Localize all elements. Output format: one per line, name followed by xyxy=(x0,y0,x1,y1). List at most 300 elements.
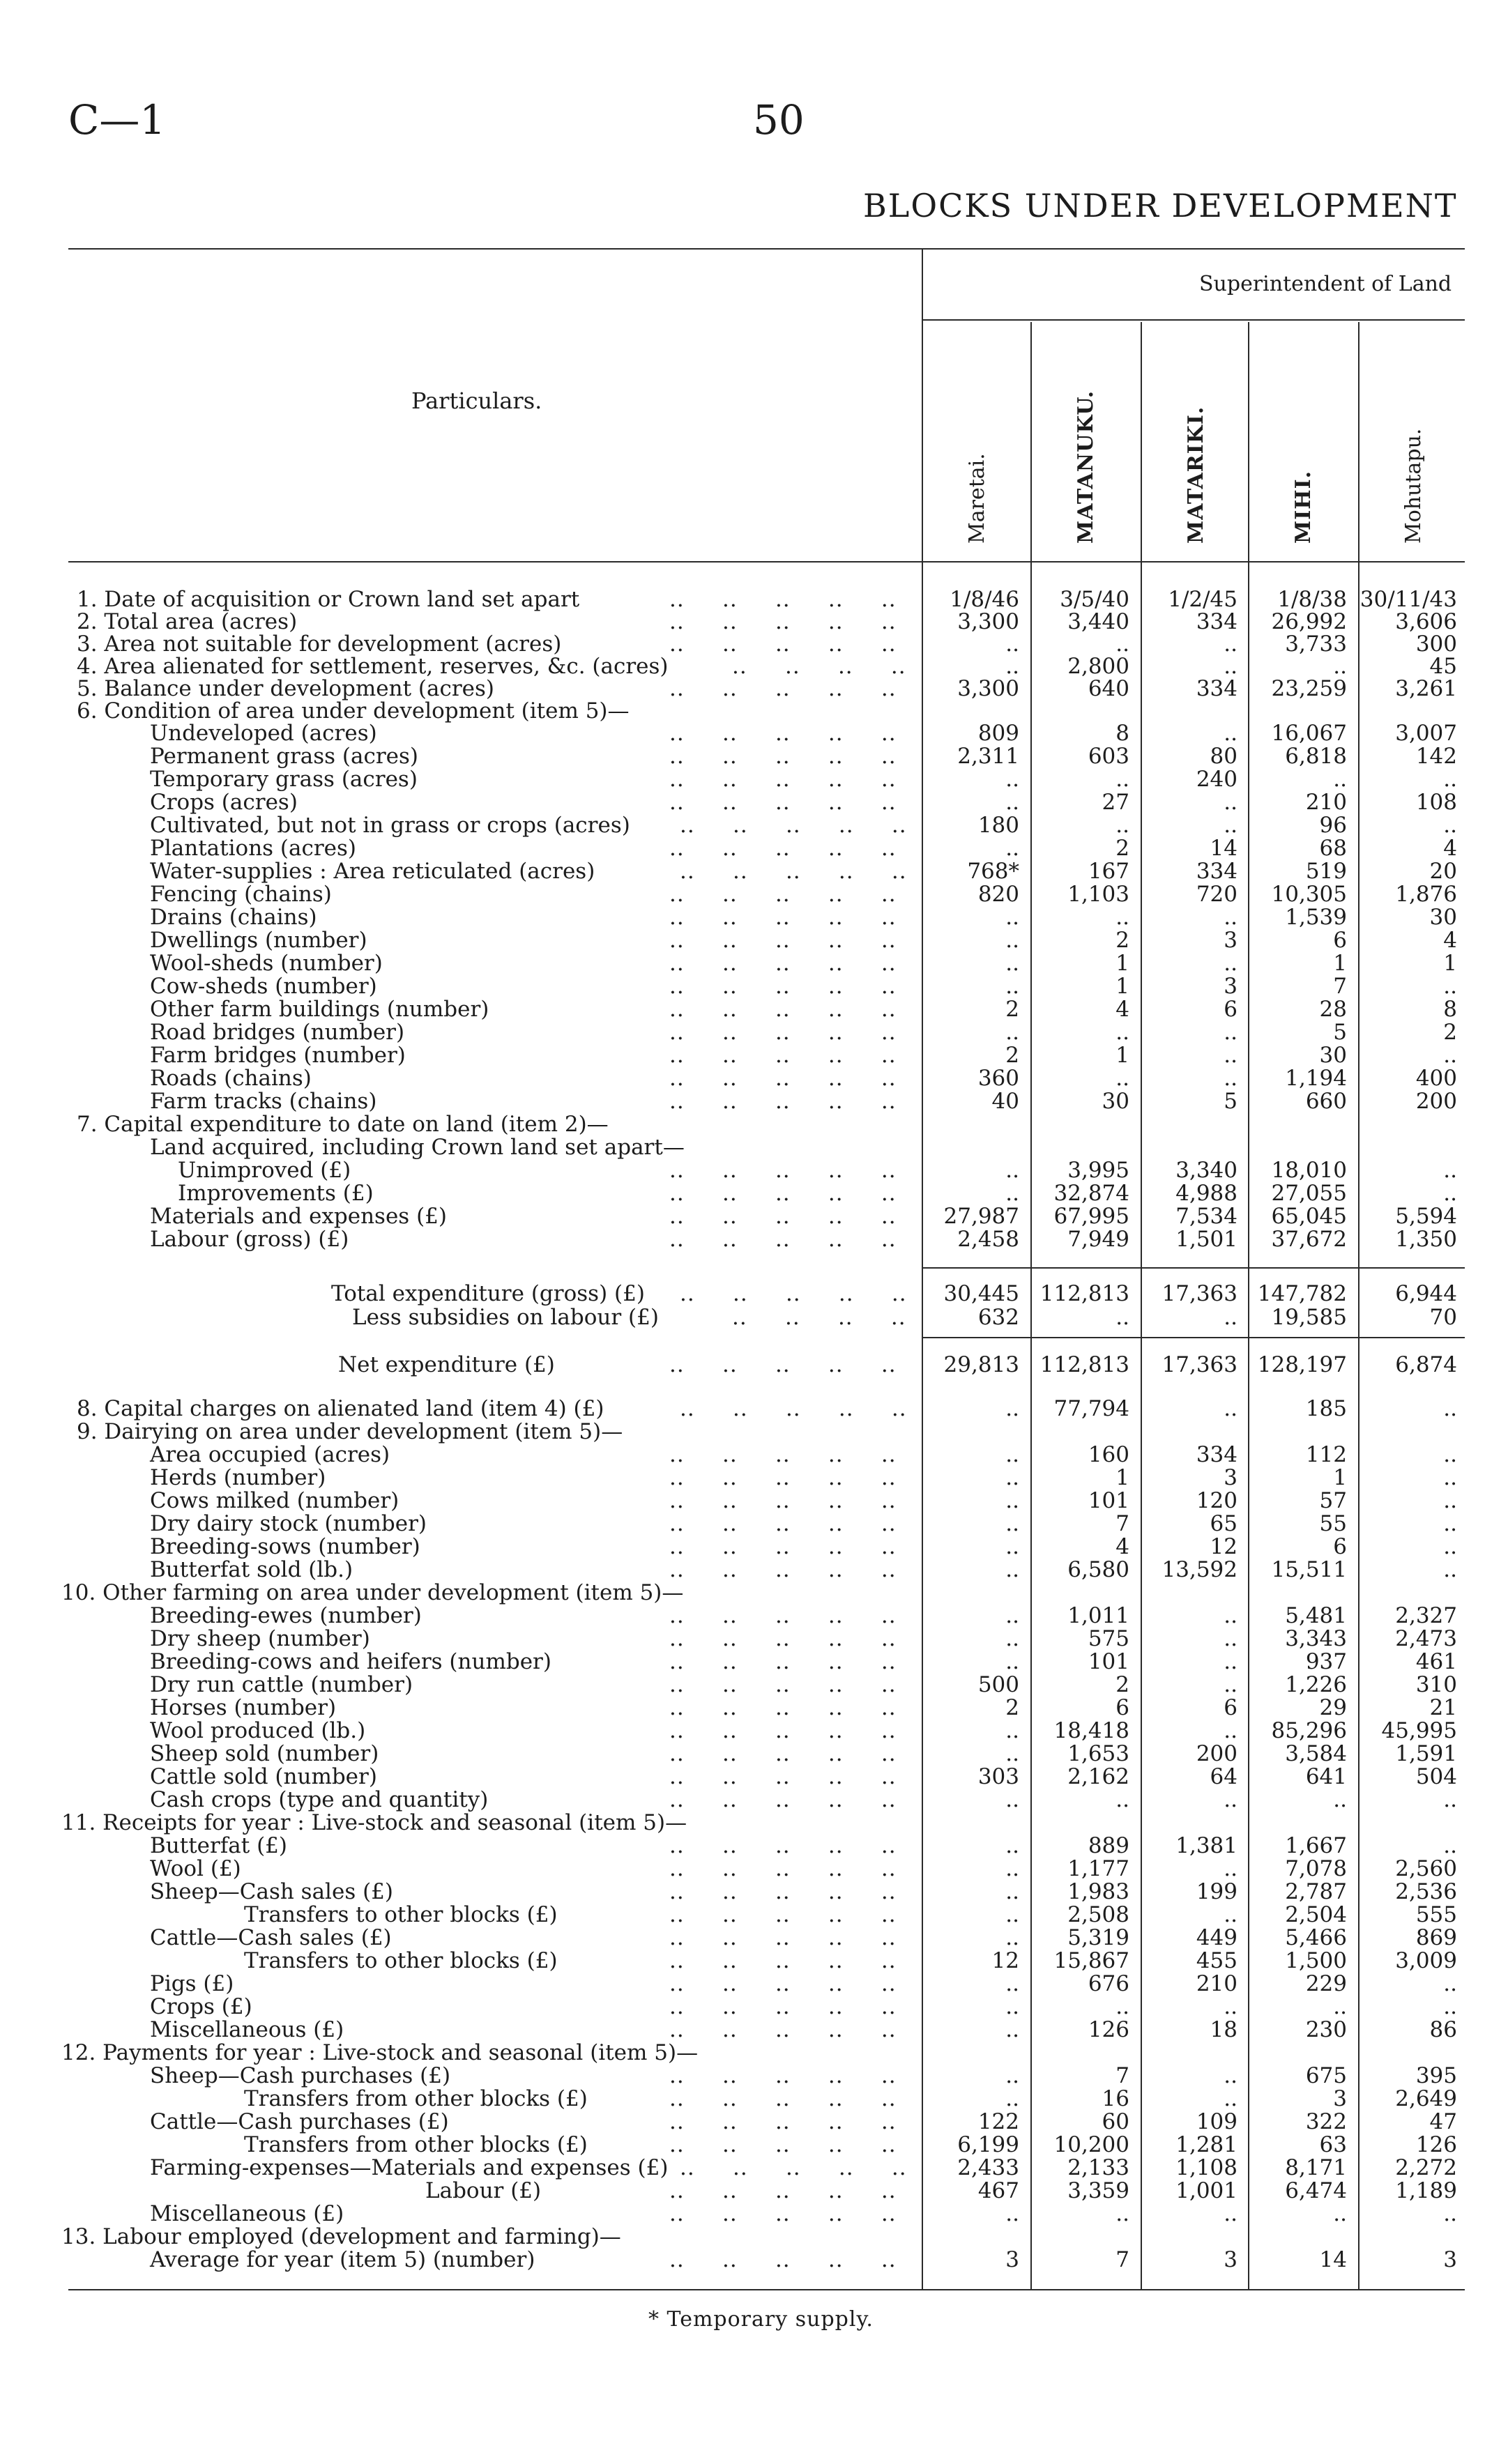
table-cell: .. xyxy=(1224,1603,1237,1628)
table-cell: 2,800 xyxy=(1067,654,1129,679)
table-cell: .. xyxy=(1443,1534,1457,1559)
table-cell: .. xyxy=(1005,1534,1019,1559)
table-cell: .. xyxy=(1115,1305,1129,1330)
table-cell: 7,078 xyxy=(1285,1856,1347,1881)
table-cell: .. xyxy=(1005,1181,1019,1206)
leader-dots: .. .. .. .. .. xyxy=(669,1020,897,1045)
leader-dots: .. .. .. .. .. xyxy=(669,1043,897,1068)
column-header-maretai: Maretai. xyxy=(965,453,989,544)
table-cell: 1 xyxy=(1115,1043,1129,1068)
table-cell: 1,103 xyxy=(1067,882,1129,907)
table-cell: 334 xyxy=(1196,1442,1237,1467)
leader-dots: .. .. .. .. .. xyxy=(669,1695,897,1720)
table-cell: .. xyxy=(1443,1833,1457,1858)
leader-dots: .. .. .. .. .. xyxy=(669,1204,897,1229)
table-cell: .. xyxy=(1443,1488,1457,1513)
leader-dots: .. .. .. .. .. xyxy=(669,609,897,634)
table-cell: 77,794 xyxy=(1053,1396,1129,1421)
table-cell: 40 xyxy=(991,1089,1019,1114)
table-cell: 3 xyxy=(1005,2247,1019,2272)
leader-dots: .. .. .. .. xyxy=(732,654,906,679)
row-label: Fencing (chains) xyxy=(150,882,332,907)
table-cell: 2,508 xyxy=(1067,1902,1129,1927)
row-label: Net expenditure (£) xyxy=(338,1352,555,1377)
table-cell: 3 xyxy=(1443,2247,1457,2272)
table-cell: 2,133 xyxy=(1067,2155,1129,2180)
table-cell: .. xyxy=(1224,1043,1237,1068)
row-label: 12. Payments for year : Live-stock and seasonal (item 5)— xyxy=(61,2040,699,2065)
table-cell: .. xyxy=(1005,1488,1019,1513)
leader-dots: .. .. .. .. .. xyxy=(669,1718,897,1743)
row-label: Sheep sold (number) xyxy=(150,1741,379,1766)
table-cell: 6 xyxy=(1224,997,1237,1022)
table-cell: .. xyxy=(1443,1158,1457,1183)
row-label: 2. Total area (acres) xyxy=(77,609,298,634)
table-cell: 1,501 xyxy=(1175,1227,1237,1252)
table-cell: 3 xyxy=(1224,1465,1237,1490)
table-cell: 5,594 xyxy=(1395,1204,1457,1229)
row-label: Dwellings (number) xyxy=(150,928,367,953)
table-cell: 3,009 xyxy=(1395,1948,1457,1973)
table-cell: .. xyxy=(1333,1994,1347,2019)
table-cell: 3,300 xyxy=(957,609,1019,634)
table-cell: 2 xyxy=(1005,1043,1019,1068)
table-cell: 2,536 xyxy=(1395,1879,1457,1904)
table-cell: .. xyxy=(1005,1925,1019,1950)
table-cell: 109 xyxy=(1196,2109,1237,2134)
table-cell: .. xyxy=(1115,767,1129,792)
leader-dots: .. .. .. .. .. xyxy=(669,632,897,657)
table-cell: 70 xyxy=(1429,1305,1457,1330)
table-cell: 112 xyxy=(1305,1442,1347,1467)
row-label: Horses (number) xyxy=(150,1695,337,1720)
table-cell: .. xyxy=(1115,1994,1129,2019)
leader-dots: .. .. .. .. .. xyxy=(669,1442,897,1467)
row-label: Water-supplies : Area reticulated (acres) xyxy=(150,859,595,884)
row-label: Pigs (£) xyxy=(150,1971,234,1996)
row-label: Transfers from other blocks (£) xyxy=(244,2132,588,2157)
row-label: Drains (chains) xyxy=(150,905,317,930)
table-cell: .. xyxy=(1005,836,1019,861)
table-cell: 63 xyxy=(1319,2132,1347,2157)
table-cell: .. xyxy=(1005,951,1019,976)
table-cell: .. xyxy=(1115,1020,1129,1045)
table-cell: .. xyxy=(1005,1879,1019,1904)
table-cell: 4,988 xyxy=(1175,1181,1237,1206)
table-cell: 15,867 xyxy=(1053,1948,1129,1973)
row-label: Miscellaneous (£) xyxy=(150,2201,344,2226)
row-label: 13. Labour employed (development and farming)— xyxy=(61,2224,621,2249)
table-cell: 1 xyxy=(1333,1465,1347,1490)
row-label: 10. Other farming on area under development (item 5)— xyxy=(61,1580,684,1605)
table-cell: .. xyxy=(1005,790,1019,815)
column-divider xyxy=(1141,322,1142,2289)
table-cell: 555 xyxy=(1415,1902,1457,1927)
table-cell: 1,108 xyxy=(1175,2155,1237,2180)
table-cell: .. xyxy=(1005,1511,1019,1536)
table-cell: 180 xyxy=(977,813,1019,838)
leader-dots: .. .. .. .. .. xyxy=(669,1181,897,1206)
table-cell: 14 xyxy=(1319,2247,1347,2272)
table-cell: 26,992 xyxy=(1271,609,1347,634)
row-label: Cultivated, but not in grass or crops (acres) xyxy=(150,813,630,838)
table-cell: 30 xyxy=(1429,905,1457,930)
table-cell: 2 xyxy=(1005,1695,1019,1720)
row-label: Butterfat (£) xyxy=(150,1833,288,1858)
table-cell: .. xyxy=(1224,1672,1237,1697)
table-cell: 1 xyxy=(1115,974,1129,999)
table-cell: .. xyxy=(1224,951,1237,976)
table-cell: 80 xyxy=(1210,744,1237,769)
table-cell: .. xyxy=(1443,1181,1457,1206)
table-cell: 12 xyxy=(1210,1534,1237,1559)
leader-dots: .. .. .. .. .. xyxy=(669,836,897,861)
table-cell: 461 xyxy=(1415,1649,1457,1674)
table-cell: 300 xyxy=(1415,632,1457,657)
table-cell: 1,500 xyxy=(1285,1948,1347,1973)
table-cell: 30,445 xyxy=(943,1281,1019,1306)
table-cell: 229 xyxy=(1305,1971,1347,1996)
table-cell: .. xyxy=(1005,974,1019,999)
column-divider xyxy=(1248,322,1249,2289)
table-cell: 1 xyxy=(1443,951,1457,976)
table-cell: 112,813 xyxy=(1039,1281,1129,1306)
table-cell: 4 xyxy=(1443,928,1457,953)
table-cell: 2,504 xyxy=(1285,1902,1347,1927)
leader-dots: .. .. .. .. .. xyxy=(669,1626,897,1651)
table-cell: 3,261 xyxy=(1395,676,1457,701)
table-cell: 45 xyxy=(1429,654,1457,679)
leader-dots: .. .. .. .. .. xyxy=(669,1925,897,1950)
table-cell: 1 xyxy=(1115,951,1129,976)
leader-dots: .. .. .. .. .. xyxy=(669,2086,897,2111)
table-cell: 200 xyxy=(1196,1741,1237,1766)
net-rule xyxy=(922,1337,1465,1338)
row-label: 7. Capital expenditure to date on land (item 2)— xyxy=(77,1112,609,1137)
table-cell: 1,189 xyxy=(1395,2178,1457,2203)
row-label: Wool-sheds (number) xyxy=(150,951,383,976)
table-cell: .. xyxy=(1443,1511,1457,1536)
table-cell: .. xyxy=(1115,905,1129,930)
bottom-rule xyxy=(68,2289,1465,2290)
table-cell: .. xyxy=(1005,1158,1019,1183)
row-label: Butterfat sold (lb.) xyxy=(150,1557,353,1582)
table-cell: 210 xyxy=(1305,790,1347,815)
table-cell: 21 xyxy=(1429,1695,1457,1720)
table-cell: .. xyxy=(1005,1994,1019,2019)
table-cell: 869 xyxy=(1415,1925,1457,1950)
table-cell: 167 xyxy=(1088,859,1129,884)
leader-dots: .. .. .. .. .. xyxy=(669,1534,897,1559)
table-cell: 126 xyxy=(1415,2132,1457,2157)
leader-dots: .. .. .. .. .. xyxy=(669,2017,897,2042)
table-cell: 1,667 xyxy=(1285,1833,1347,1858)
table-cell: 603 xyxy=(1088,744,1129,769)
table-cell: 2 xyxy=(1115,928,1129,953)
row-label: 11. Receipts for year : Live-stock and seasonal (item 5)— xyxy=(61,1810,687,1835)
table-cell: 18,010 xyxy=(1271,1158,1347,1183)
table-cell: .. xyxy=(1005,1626,1019,1651)
table-cell: 2 xyxy=(1115,836,1129,861)
table-cell: .. xyxy=(1005,928,1019,953)
table-cell: 17,363 xyxy=(1162,1281,1237,1306)
table-cell: 112,813 xyxy=(1039,1352,1129,1377)
table-cell: 467 xyxy=(977,2178,1019,2203)
table-cell: .. xyxy=(1333,1787,1347,1812)
table-cell: 641 xyxy=(1305,1764,1347,1789)
table-cell: 15,511 xyxy=(1271,1557,1347,1582)
table-cell: 3,007 xyxy=(1395,721,1457,746)
table-cell: 7 xyxy=(1115,2063,1129,2088)
table-cell: 2,272 xyxy=(1395,2155,1457,2180)
table-cell: 2,473 xyxy=(1395,1626,1457,1651)
row-label: Wool produced (lb.) xyxy=(150,1718,366,1743)
table-cell: 3,440 xyxy=(1067,609,1129,634)
table-cell: 2,458 xyxy=(957,1227,1019,1252)
table-cell: .. xyxy=(1005,767,1019,792)
table-cell: 3,733 xyxy=(1285,632,1347,657)
superintendent-rule xyxy=(922,319,1465,321)
table-cell: .. xyxy=(1224,1396,1237,1421)
table-cell: 1,194 xyxy=(1285,1066,1347,1091)
table-cell: .. xyxy=(1005,1465,1019,1490)
table-cell: .. xyxy=(1005,905,1019,930)
table-cell: 27 xyxy=(1102,790,1129,815)
table-cell: .. xyxy=(1224,1902,1237,1927)
row-label: Plantations (acres) xyxy=(150,836,357,861)
table-cell: 199 xyxy=(1196,1879,1237,1904)
row-label: 4. Area alienated for settlement, reserves, &c. (acres) xyxy=(77,654,669,679)
leader-dots: .. .. .. .. .. xyxy=(680,1396,907,1421)
leader-dots: .. .. .. .. .. xyxy=(669,676,897,701)
row-label: Cattle—Cash sales (£) xyxy=(150,1925,392,1950)
leader-dots: .. .. .. .. .. xyxy=(669,1948,897,1973)
table-cell: .. xyxy=(1443,767,1457,792)
table-cell: 65 xyxy=(1210,1511,1237,1536)
table-cell: 28 xyxy=(1319,997,1347,1022)
table-cell: .. xyxy=(1443,1442,1457,1467)
table-cell: 3 xyxy=(1224,2247,1237,2272)
leader-dots: .. .. .. .. .. xyxy=(669,928,897,953)
column-divider xyxy=(1358,322,1360,2289)
table-cell: .. xyxy=(1224,2063,1237,2088)
table-cell: 1/8/46 xyxy=(950,587,1019,612)
row-label: Less subsidies on labour (£) xyxy=(352,1305,659,1330)
table-cell: 3 xyxy=(1333,2086,1347,2111)
table-cell: 660 xyxy=(1305,1089,1347,1114)
table-cell: 64 xyxy=(1210,1764,1237,1789)
table-cell: 8,171 xyxy=(1285,2155,1347,2180)
leader-dots: .. .. .. .. .. xyxy=(669,1066,897,1091)
table-cell: 6,474 xyxy=(1285,2178,1347,2203)
table-cell: 55 xyxy=(1319,1511,1347,1536)
table-cell: 7,949 xyxy=(1067,1227,1129,1252)
table-cell: 1 xyxy=(1115,1465,1129,1490)
table-cell: .. xyxy=(1224,721,1237,746)
row-label: Materials and expenses (£) xyxy=(150,1204,447,1229)
table-cell: 240 xyxy=(1196,767,1237,792)
table-cell: .. xyxy=(1005,1020,1019,1045)
row-label: Dry run cattle (number) xyxy=(150,1672,413,1697)
table-cell: 2,787 xyxy=(1285,1879,1347,1904)
leader-dots: .. .. .. .. .. xyxy=(680,1281,907,1306)
table-cell: 30 xyxy=(1319,1043,1347,1068)
table-cell: 7 xyxy=(1115,2247,1129,2272)
leader-dots: .. .. .. .. .. xyxy=(669,974,897,999)
table-cell: .. xyxy=(1005,1833,1019,1858)
row-label: Permanent grass (acres) xyxy=(150,744,419,769)
column-divider xyxy=(922,248,923,2289)
table-cell: 809 xyxy=(977,721,1019,746)
table-cell: 101 xyxy=(1088,1649,1129,1674)
row-label: Average for year (item 5) (number) xyxy=(150,2247,535,2272)
table-cell: 3,995 xyxy=(1067,1158,1129,1183)
table-cell: 768* xyxy=(967,859,1019,884)
leader-dots: .. .. .. .. .. xyxy=(669,744,897,769)
row-label: Total expenditure (gross) (£) xyxy=(331,1281,645,1306)
table-cell: 2,560 xyxy=(1395,1856,1457,1881)
table-cell: 2,162 xyxy=(1067,1764,1129,1789)
table-cell: 334 xyxy=(1196,676,1237,701)
table-cell: 23,259 xyxy=(1271,676,1347,701)
table-cell: 45,995 xyxy=(1381,1718,1457,1743)
leader-dots: .. .. .. .. .. xyxy=(669,587,897,612)
table-cell: 32,874 xyxy=(1053,1181,1129,1206)
table-cell: .. xyxy=(1443,1557,1457,1582)
leader-dots: .. .. .. .. .. xyxy=(680,813,907,838)
table-cell: 1,591 xyxy=(1395,1741,1457,1766)
table-cell: .. xyxy=(1005,1902,1019,1927)
table-cell: .. xyxy=(1224,1305,1237,1330)
table-cell: 10,200 xyxy=(1053,2132,1129,2157)
row-label: Breeding-sows (number) xyxy=(150,1534,420,1559)
table-cell: 5,319 xyxy=(1067,1925,1129,1950)
table-cell: 2 xyxy=(1115,1672,1129,1697)
table-cell: 6,818 xyxy=(1285,744,1347,769)
table-cell: .. xyxy=(1005,2063,1019,2088)
table-cell: 2,433 xyxy=(957,2155,1019,2180)
table-cell: 185 xyxy=(1305,1396,1347,1421)
table-cell: 14 xyxy=(1210,836,1237,861)
row-label: Cow-sheds (number) xyxy=(150,974,377,999)
table-cell: .. xyxy=(1333,767,1347,792)
leader-dots: .. .. .. .. .. xyxy=(669,1557,897,1582)
leader-dots: .. .. .. .. .. xyxy=(669,2109,897,2134)
table-cell: 3,300 xyxy=(957,676,1019,701)
table-cell: 122 xyxy=(977,2109,1019,2134)
table-cell: 632 xyxy=(977,1305,1019,1330)
table-cell: 449 xyxy=(1196,1925,1237,1950)
table-cell: .. xyxy=(1224,813,1237,838)
table-cell: .. xyxy=(1224,632,1237,657)
leader-dots: .. .. .. .. .. xyxy=(669,951,897,976)
particulars-header: Particulars. xyxy=(411,388,542,414)
table-cell: 3 xyxy=(1224,974,1237,999)
table-cell: .. xyxy=(1224,790,1237,815)
table-cell: .. xyxy=(1224,1020,1237,1045)
row-label: Unimproved (£) xyxy=(178,1158,351,1183)
leader-dots: .. .. .. .. .. xyxy=(669,1879,897,1904)
leader-dots: .. .. .. .. .. xyxy=(669,2178,897,2203)
table-cell: 12 xyxy=(991,1948,1019,1973)
table-cell: 1,381 xyxy=(1175,1833,1237,1858)
table-cell: 230 xyxy=(1305,2017,1347,2042)
table-cell: 3/5/40 xyxy=(1060,587,1129,612)
table-cell: .. xyxy=(1224,1066,1237,1091)
table-cell: .. xyxy=(1005,632,1019,657)
table-cell: 120 xyxy=(1196,1488,1237,1513)
leader-dots: .. .. .. .. .. xyxy=(669,1649,897,1674)
table-cell: 8 xyxy=(1443,997,1457,1022)
row-label: Labour (£) xyxy=(425,2178,542,2203)
table-cell: .. xyxy=(1443,2201,1457,2226)
table-cell: .. xyxy=(1005,1557,1019,1582)
leader-dots: .. .. .. .. .. xyxy=(669,997,897,1022)
row-label: Herds (number) xyxy=(150,1465,326,1490)
leader-dots: .. .. .. .. .. xyxy=(669,1227,897,1252)
row-label: Transfers to other blocks (£) xyxy=(244,1902,558,1927)
table-cell: 29,813 xyxy=(943,1352,1019,1377)
table-cell: 676 xyxy=(1088,1971,1129,1996)
table-cell: 19,585 xyxy=(1271,1305,1347,1330)
leader-dots: .. .. .. .. .. xyxy=(669,1833,897,1858)
page-number: 50 xyxy=(753,96,805,144)
leader-dots: .. .. .. .. .. xyxy=(680,859,907,884)
table-cell: 519 xyxy=(1305,859,1347,884)
leader-dots: .. .. .. .. .. xyxy=(669,1672,897,1697)
leader-dots: .. .. .. .. .. xyxy=(669,882,897,907)
row-label: Land acquired, including Crown land set apart— xyxy=(150,1135,685,1160)
table-cell: 1,876 xyxy=(1395,882,1457,907)
table-cell: 3,359 xyxy=(1067,2178,1129,2203)
leader-dots: .. .. .. .. .. xyxy=(669,1994,897,2019)
table-cell: .. xyxy=(1443,1971,1457,1996)
row-label: Improvements (£) xyxy=(178,1181,374,1206)
leader-dots: .. .. .. .. .. xyxy=(669,1856,897,1881)
leader-dots: .. .. .. .. .. xyxy=(669,905,897,930)
table-cell: .. xyxy=(1224,1856,1237,1881)
column-header-mihi: MIHI. xyxy=(1291,470,1316,544)
row-label: Labour (gross) (£) xyxy=(150,1227,349,1252)
table-cell: .. xyxy=(1224,1626,1237,1651)
table-cell: .. xyxy=(1005,1396,1019,1421)
table-cell: 108 xyxy=(1415,790,1457,815)
row-label: Wool (£) xyxy=(150,1856,241,1881)
table-cell: 200 xyxy=(1415,1089,1457,1114)
row-label: Temporary grass (acres) xyxy=(150,767,418,792)
column-header-matariki: MATARIKI. xyxy=(1184,406,1208,544)
table-cell: .. xyxy=(1005,1718,1019,1743)
table-cell: 6 xyxy=(1333,928,1347,953)
leader-dots: .. .. .. .. .. xyxy=(669,1352,897,1377)
table-cell: .. xyxy=(1224,654,1237,679)
row-label: Cows milked (number) xyxy=(150,1488,399,1513)
leader-dots: .. .. .. .. .. xyxy=(669,1741,897,1766)
row-label: Roads (chains) xyxy=(150,1066,312,1091)
row-label: Area occupied (acres) xyxy=(150,1442,390,1467)
row-label: 8. Capital charges on alienated land (item 4) (£) xyxy=(77,1396,604,1421)
table-cell: 3,606 xyxy=(1395,609,1457,634)
row-label: Other farm buildings (number) xyxy=(150,997,489,1022)
table-cell: .. xyxy=(1224,1718,1237,1743)
row-label: 1. Date of acquisition or Crown land set apart xyxy=(77,587,580,612)
table-cell: 17,363 xyxy=(1162,1352,1237,1377)
table-cell: 30 xyxy=(1102,1089,1129,1114)
table-cell: 1,983 xyxy=(1067,1879,1129,1904)
table-cell: .. xyxy=(1005,1649,1019,1674)
table-cell: 7 xyxy=(1115,1511,1129,1536)
table-cell: 2,311 xyxy=(957,744,1019,769)
